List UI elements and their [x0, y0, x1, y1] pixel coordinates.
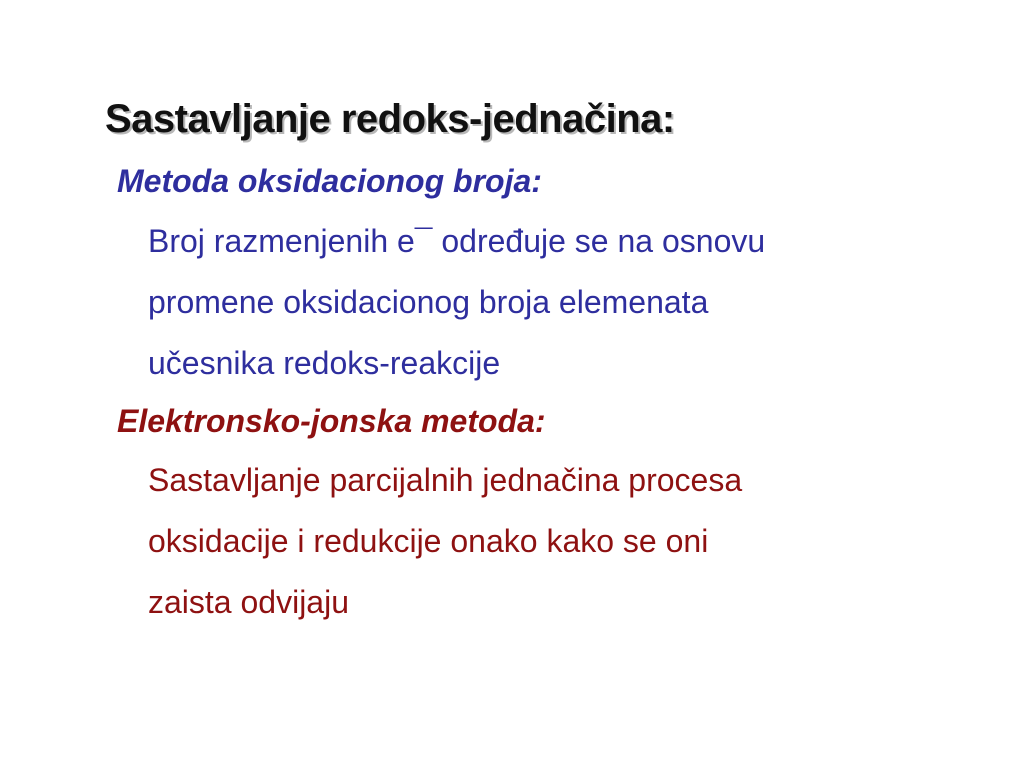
section-text-line: Sastavljanje parcijalnih jednačina procesa: [148, 462, 743, 498]
section-text-line: Broj razmenjenih e¯ određuje se na osnovu: [148, 223, 766, 259]
section-heading-oxidation-number-method: Metoda oksidacionog broja:: [117, 163, 542, 199]
section-text-line: promene oksidacionog broja elemenata: [148, 284, 709, 320]
section-text-line: zaista odvijaju: [148, 584, 349, 620]
slide-title: Sastavljanje redoks-jednačina:: [105, 97, 675, 141]
section-text-line: učesnika redoks-reakcije: [148, 345, 501, 381]
section-text-line: oksidacije i redukcije onako kako se oni: [148, 523, 709, 559]
section-heading-electron-ion-method: Elektronsko-jonska metoda:: [117, 403, 546, 439]
